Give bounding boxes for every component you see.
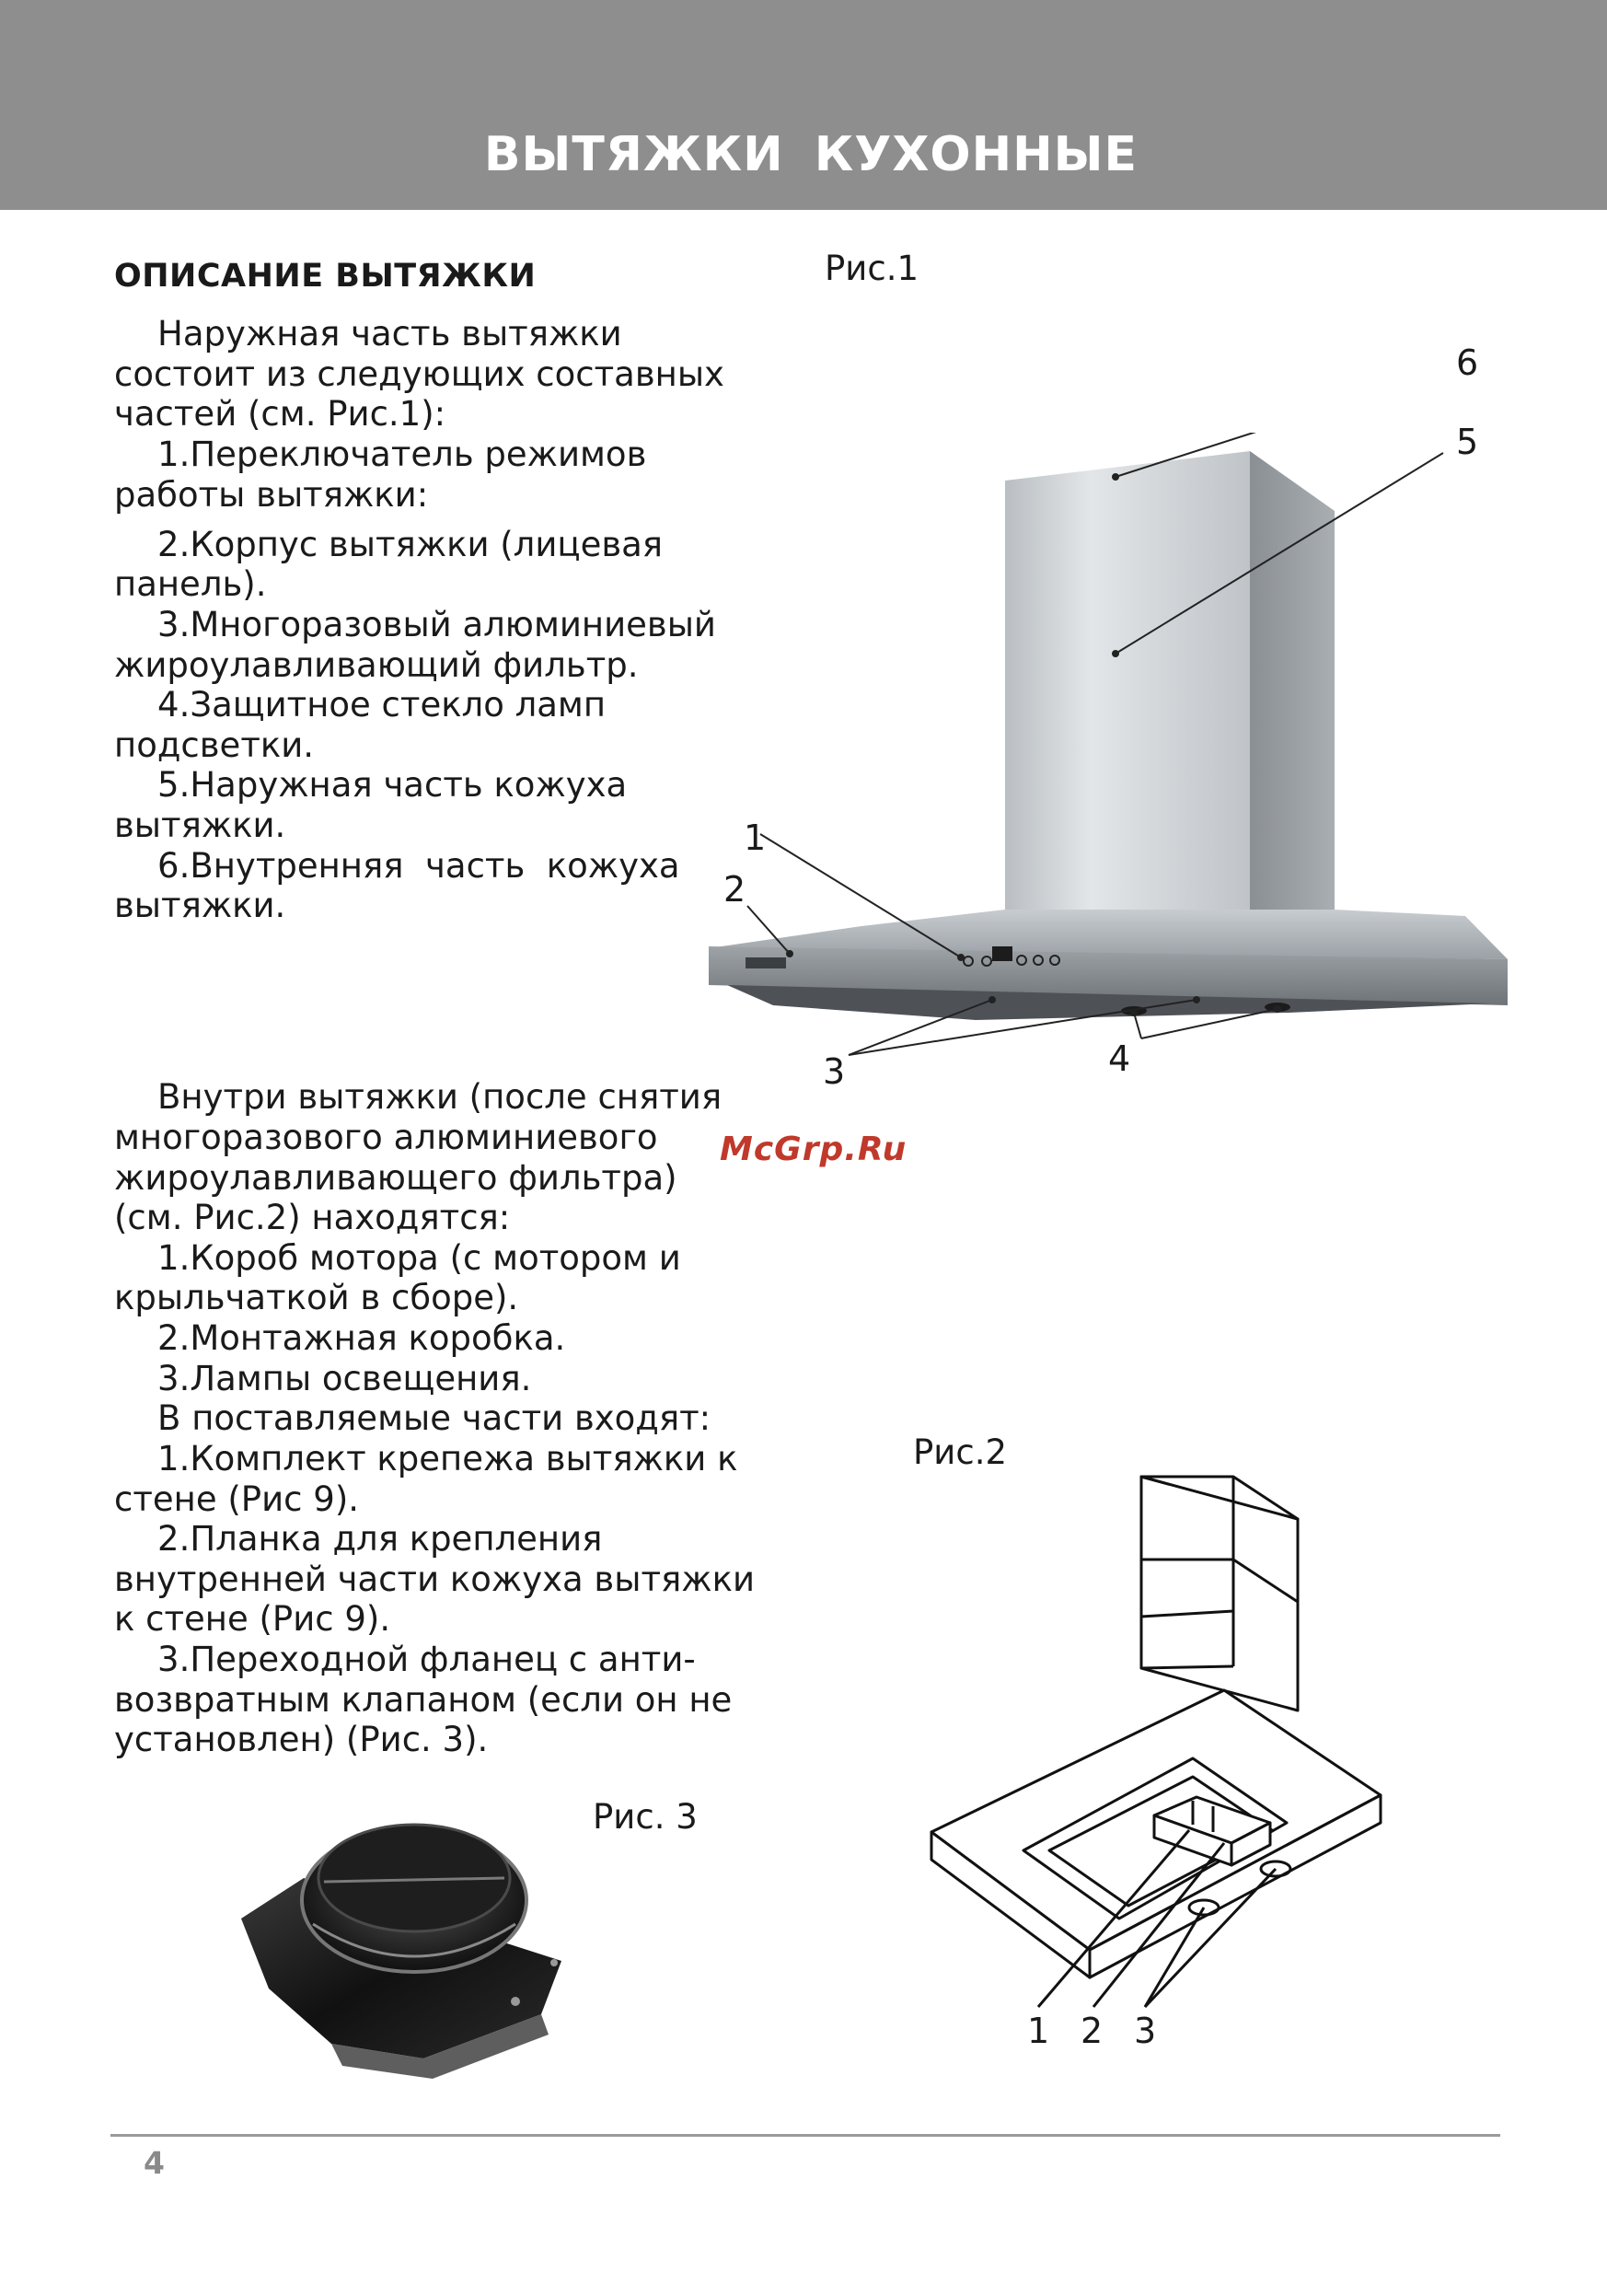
fig1-callout-6: 6: [1456, 342, 1479, 383]
text-line: Внутри вытяжки (после снятия: [114, 1077, 723, 1117]
text-line: 1.Переключатель режимов: [114, 435, 647, 474]
text-line: вытяжки.: [114, 886, 286, 925]
text-line: панель).: [114, 564, 267, 604]
brand-logo: [746, 957, 786, 968]
text-line: жироулавливающего фильтра): [114, 1158, 677, 1198]
text-line: 3.Переходной фланец с анти-: [114, 1640, 696, 1679]
text-line: состоит из следующих составных: [114, 354, 724, 394]
fig2-callout-1: 1: [1027, 2011, 1050, 2051]
header-band: [0, 0, 1607, 210]
text-line: (см. Рис.2) находятся:: [114, 1198, 511, 1237]
text-line: Наружная часть вытяжки: [114, 314, 622, 354]
figure-2-underside-drawing: [920, 1464, 1399, 2035]
fig1-callout-4: 4: [1108, 1038, 1131, 1079]
text-line: работы вытяжки:: [114, 475, 429, 515]
text-line: 2.Планка для крепления: [114, 1519, 603, 1559]
text-line: 2.Корпус вытяжки (лицевая: [114, 525, 664, 564]
text-line: 1.Комплект крепежа вытяжки к: [114, 1439, 738, 1478]
text-line: 5.Наружная часть кожуха: [114, 765, 628, 805]
figure-3-label: Рис. 3: [593, 1797, 698, 1837]
footer-divider: [110, 2134, 1500, 2137]
text-line: возвратным клапаном (если он не: [114, 1680, 733, 1720]
text-line: крыльчаткой в сборе).: [114, 1278, 519, 1317]
chimney-front: [1005, 451, 1250, 910]
chimney-side: [1250, 451, 1335, 911]
figure-2-label: Рис.2: [913, 1432, 1008, 1472]
text-line: жироулавливающий фильтр.: [114, 645, 639, 685]
text-line: 1.Короб мотора (с мотором и: [114, 1238, 681, 1278]
text-line: внутренней части кожуха вытяжки: [114, 1560, 755, 1599]
display-icon: [992, 946, 1012, 961]
figure-3-flange-photo: [230, 1804, 580, 2081]
text-line: к стене (Рис 9).: [114, 1599, 391, 1639]
text-line: вытяжки.: [114, 806, 286, 845]
fig1-callout-5: 5: [1456, 422, 1479, 462]
fig1-callout-2: 2: [723, 869, 746, 910]
section-title: ОПИСАНИЕ ВЫТЯЖКИ: [114, 258, 537, 295]
text-line: 4.Защитное стекло ламп: [114, 685, 607, 725]
text-line: В поставляемые части входят:: [114, 1398, 711, 1438]
figure-1-label: Рис.1: [825, 249, 919, 288]
text-line: 3.Лампы освещения.: [114, 1359, 532, 1398]
text-line: стене (Рис 9).: [114, 1479, 360, 1519]
fig1-callout-3: 3: [823, 1051, 846, 1092]
text-line: подсветки.: [114, 725, 315, 765]
figure-1-hood-illustration: [699, 433, 1528, 1077]
text-line: частей (см. Рис.1):: [114, 394, 446, 434]
fig2-callout-3: 3: [1134, 2011, 1157, 2051]
text-line: 3.Многоразовый алюминиевый: [114, 605, 716, 644]
text-line: 6.Внутренняя часть кожуха: [114, 846, 680, 886]
watermark: McGrp.Ru: [720, 1131, 908, 1168]
text-line: 2.Монтажная коробка.: [114, 1318, 566, 1358]
text-line: установлен) (Рис. 3).: [114, 1720, 489, 1759]
page-number: 4: [144, 2145, 165, 2181]
fig1-callout-1: 1: [744, 818, 767, 858]
page-title: ВЫТЯЖКИ КУХОННЫЕ: [483, 127, 1139, 182]
text-line: многоразового алюминиевого: [114, 1118, 658, 1157]
fig2-callout-2: 2: [1081, 2011, 1104, 2051]
